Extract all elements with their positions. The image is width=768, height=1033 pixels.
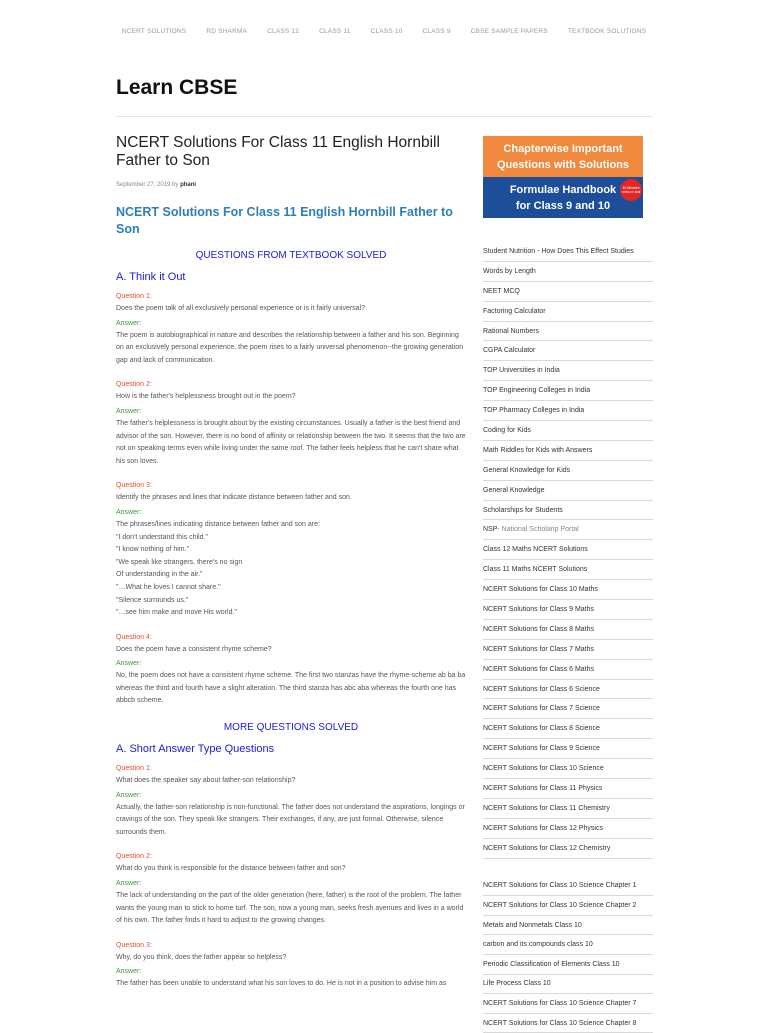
banner-line: Chapterwise Important xyxy=(503,142,623,155)
sidebar-link[interactable]: NEET MCQ xyxy=(483,282,653,302)
sidebar-links xyxy=(483,242,653,859)
sidebar-link[interactable]: TOP Engineering Colleges in India xyxy=(483,381,653,401)
sidebar-link[interactable]: Coding for Kids xyxy=(483,421,653,441)
important-questions-banner[interactable] xyxy=(483,136,643,177)
sidebar-link[interactable]: NCERT Solutions for Class 6 Maths xyxy=(483,660,653,680)
nav-class-12[interactable]: CLASS 12 xyxy=(267,28,300,35)
sidebar-links-science xyxy=(483,877,653,1033)
post-title: NCERT Solutions For Class 11 English Hornbill Father to Son xyxy=(116,134,440,169)
quote-line: "I know nothing of him." xyxy=(116,546,190,554)
sidebar-link[interactable]: NCERT Solutions for Class 10 Science Chapter 7 xyxy=(483,994,653,1014)
question-text: What does the speaker say about father-son relationship? xyxy=(116,777,296,785)
question-text: Does the poem talk of all exclusively personal experience or is it fairly universal? xyxy=(116,305,366,312)
nav-textbook-solutions[interactable]: TEXTBOOK SOLUTIONS xyxy=(567,28,647,35)
question-text: Identify the phrases and lines that indicate distance between father and son. xyxy=(116,494,352,502)
sidebar-link[interactable]: Periodic Classification of Elements Class 10 xyxy=(483,955,653,975)
subheading-think-it-out: A. Think it Out xyxy=(116,271,186,283)
quote-line: "We speak like strangers, there's no sign xyxy=(116,558,243,566)
sidebar-link[interactable]: Metals and Nonmetals Class 10 xyxy=(483,916,653,936)
quoted-lines xyxy=(116,532,466,620)
question-text: What do you think is responsible for the distance between father and son? xyxy=(116,865,346,873)
sidebar-link[interactable]: CGPA Calculator xyxy=(483,341,653,361)
nav-class-10[interactable]: CLASS 10 xyxy=(370,28,403,35)
answer-label: Answer: xyxy=(116,791,142,799)
question-text: How is the father's helplessness brought out in the poem? xyxy=(116,393,296,401)
banner-line: Questions with Solutions xyxy=(497,158,629,171)
nav-rd-sharma[interactable]: RD SHARMA xyxy=(206,28,248,35)
answer-text: The father's helplessness is brought about by the existing circumstances. Usually a father is the best friend and advisor of the son. However, there is no bond of affinity or relationship between the two. It seems that the two are not on speaking terms even while living under the same roof. The father feels helpless that he can't share what his son loves. xyxy=(116,419,466,465)
sidebar-link[interactable]: NCERT Solutions for Class 10 Maths xyxy=(483,580,653,600)
answer-text: The father has been unable to understand what his son loves to do. He is not in a position to advise him as xyxy=(116,980,447,988)
sidebar-link[interactable]: NCERT Solutions for Class 10 Science Chapter 1 xyxy=(483,877,653,897)
sidebar-link[interactable]: NCERT Solutions for Class 8 Science xyxy=(483,719,653,739)
sidebar-link[interactable]: NCERT Solutions for Class 7 Maths xyxy=(483,640,653,660)
question-label: Question 2: xyxy=(116,853,152,861)
post-author[interactable]: phani xyxy=(180,182,197,188)
answer-intro: The phrases/lines indicating distance between father and son are: xyxy=(116,520,320,528)
sidebar-link[interactable]: Class 11 Maths NCERT Solutions xyxy=(483,560,653,580)
question-label: Question 2: xyxy=(116,381,152,389)
answer-label: Answer: xyxy=(116,660,142,668)
answer-text: The lack of understanding on the part of the older generation (here, father) is the root of the problem. The father wants the young man to stick to home turf. The son, now a young man, seeks fresh avenues and lives in a world of his own. The father finds it hard to adjust to the growing changes. xyxy=(116,892,464,925)
banner-line: Formulae Handbook xyxy=(509,183,617,196)
post-date: September 27, 2019 by xyxy=(116,182,179,188)
banner-line: for Class 9 and 10 xyxy=(515,199,611,212)
sidebar-link[interactable]: TOP Universities in India xyxy=(483,361,653,381)
sidebar-link[interactable]: TOP Pharmacy Colleges in India xyxy=(483,401,653,421)
quote-line: "…see him make and move His world." xyxy=(116,609,237,617)
sidebar-link[interactable]: Math Riddles for Kids with Answers xyxy=(483,441,653,461)
sidebar-link[interactable]: Life Process Class 10 xyxy=(483,975,653,995)
sidebar-link[interactable]: NCERT Solutions for Class 11 Physics xyxy=(483,779,653,799)
sidebar-link[interactable]: NCERT Solutions for Class 10 Science Chapter 2 xyxy=(483,896,653,916)
top-navigation xyxy=(0,28,768,35)
quote-line: Of understanding in the air." xyxy=(116,571,203,579)
sidebar-link[interactable]: NCERT Solutions for Class 6 Science xyxy=(483,680,653,700)
sidebar-link-nsp[interactable] xyxy=(483,520,653,540)
answer-text: No, the poem does not have a consistent rhyme scheme. The first two stanzas have the rhyme-scheme ab ba ba whereas the third and fourth have a slight alteration. The third stanza has abc aba whereas the fourth one has abbcb scheme. xyxy=(116,672,466,705)
article xyxy=(116,134,466,991)
sidebar xyxy=(483,136,653,1033)
sidebar-link[interactable]: NCERT Solutions for Class 12 Physics xyxy=(483,819,653,839)
sidebar-link[interactable]: NCERT Solutions for Class 9 Maths xyxy=(483,600,653,620)
quote-line: "I don't understand this child." xyxy=(116,533,208,541)
sidebar-link[interactable]: NCERT Solutions for Class 10 Science xyxy=(483,759,653,779)
sidebar-link[interactable]: Factoring Calculator xyxy=(483,302,653,322)
nav-cbse-sample-papers[interactable]: CBSE SAMPLE PAPERS xyxy=(470,28,548,35)
sidebar-link[interactable]: NCERT Solutions for Class 9 Science xyxy=(483,739,653,759)
question-text: Does the poem have a consistent rhyme scheme? xyxy=(116,645,272,653)
article-heading: NCERT Solutions For Class 11 English Hornbill Father to Son xyxy=(116,205,453,236)
sidebar-link[interactable]: NCERT Solutions for Class 8 Maths xyxy=(483,620,653,640)
question-text: Why, do you think, does the father appear so helpless? xyxy=(116,953,287,961)
answer-label: Answer: xyxy=(116,407,142,415)
post-meta xyxy=(116,182,466,188)
header-divider xyxy=(116,116,653,117)
answer-label: Answer: xyxy=(116,319,142,327)
subheading-short-answer: A. Short Answer Type Questions xyxy=(116,743,275,756)
answer-label: Answer: xyxy=(116,880,142,888)
quote-line: "…What he loves I cannot share." xyxy=(116,583,221,591)
nsp-label: NSP xyxy=(483,526,498,534)
sidebar-link[interactable]: Scholarships for Students xyxy=(483,501,653,521)
question-label: Question 3: xyxy=(116,482,152,490)
question-label: Question 3: xyxy=(116,941,152,949)
sidebar-link[interactable]: General Knowledge for Kids xyxy=(483,461,653,481)
sidebar-link[interactable]: NCERT Solutions for Class 11 Chemistry xyxy=(483,799,653,819)
revision-badge: 40 Minutes revision tool xyxy=(620,179,642,201)
sidebar-link[interactable]: Class 12 Maths NCERT Solutions xyxy=(483,540,653,560)
question-label: Question 4: xyxy=(116,633,152,641)
sidebar-link[interactable]: Student Nutrition - How Does This Effect Studies xyxy=(483,242,653,262)
sidebar-link[interactable]: NCERT Solutions for Class 12 Chemistry xyxy=(483,839,653,859)
answer-label: Answer: xyxy=(116,508,142,516)
question-label: Question 1: xyxy=(116,765,152,773)
formulae-handbook-banner[interactable] xyxy=(483,177,643,218)
nsp-description: - National Scholarip Portal xyxy=(497,526,579,534)
sidebar-link[interactable]: NCERT Solutions for Class 10 Science Chapter 8 xyxy=(483,1014,653,1033)
nav-class-11[interactable]: CLASS 11 xyxy=(319,28,351,35)
answer-text: Actually, the father-son relationship is non-functional. The father does not understand the aspirations, longings or cravings of the son. They speak like strangers. Their exchanges, if any, are just formal. Otherwise, silence surrounds them. xyxy=(116,803,465,836)
sidebar-link[interactable]: carbon and its compounds class 10 xyxy=(483,935,653,955)
answer-label: Answer: xyxy=(116,968,142,976)
question-label: Question 1: xyxy=(116,293,152,300)
section-heading-more: MORE QUESTIONS SOLVED xyxy=(223,722,359,734)
nav-class-9[interactable]: CLASS 9 xyxy=(422,28,451,35)
quote-line: "Silence surrounds us." xyxy=(116,596,189,604)
answer-text: The poem is autobiographical in nature and describes the relationship between a father and his son. Beginning on an exclusively personal experience, the poem rises to a fairly universal phenomenon--the growing generation gap and lack of communication. xyxy=(116,331,464,364)
sidebar-link[interactable]: Words by Length xyxy=(483,262,653,282)
section-heading-textbook: QUESTIONS FROM TEXTBOOK SOLVED xyxy=(195,250,387,261)
site-logo[interactable]: Learn CBSE xyxy=(116,76,238,99)
sidebar-link[interactable]: NCERT Solutions for Class 7 Science xyxy=(483,699,653,719)
sidebar-link[interactable]: Rational Numbers xyxy=(483,322,653,342)
sidebar-link[interactable]: General Knowledge xyxy=(483,481,653,501)
nav-ncert-solutions[interactable]: NCERT SOLUTIONS xyxy=(121,28,187,35)
